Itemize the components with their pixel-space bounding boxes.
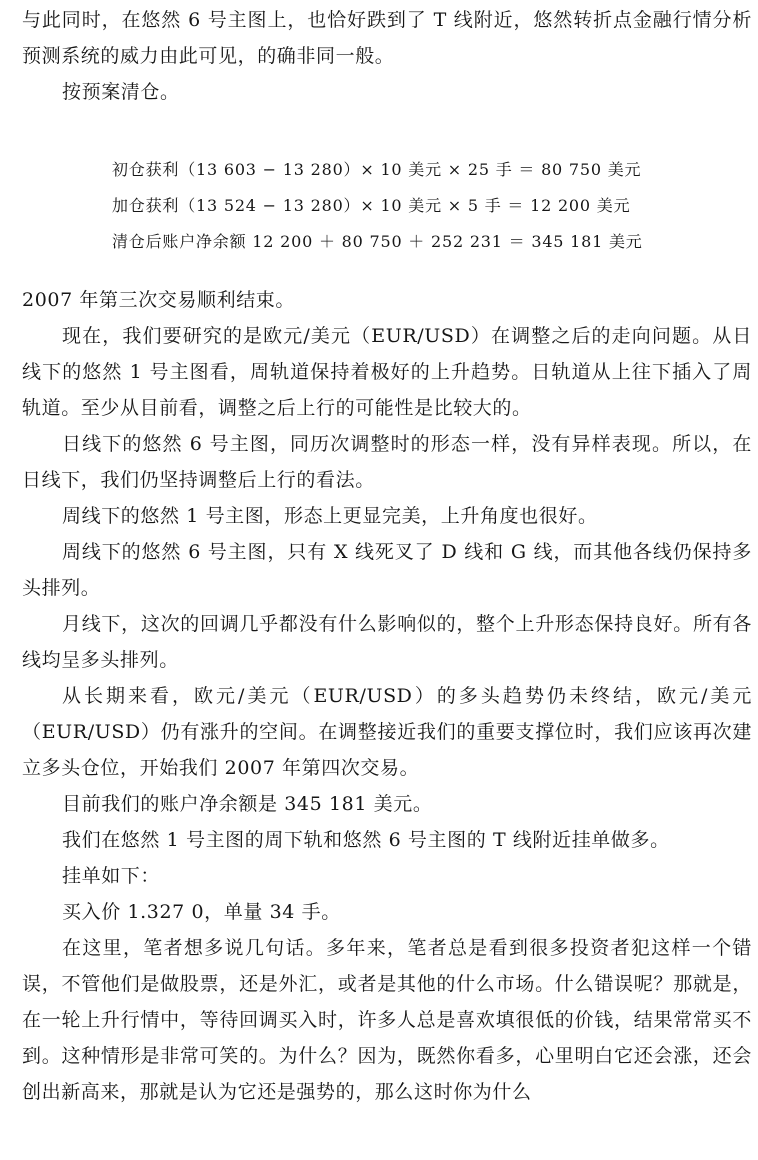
- paragraph-daily-chart6: 日线下的悠然 6 号主图，同历次调整时的形态一样，没有异样表现。所以，在日线下，我们仍坚持调整后上行的看法。: [22, 433, 752, 491]
- paragraph-long-term: 从长期来看，欧元/美元（EUR/USD）的多头趋势仍未终结，欧元/美元（EUR/USD）仍有涨升的空间。在调整接近我们的重要支撑位时，我们应该再次建立多头仓位，开始我们 2007 年第四次交易。: [22, 685, 752, 779]
- paragraph-system-power: 与此同时，在悠然 6 号主图上，也恰好跌到了 T 线附近，悠然转折点金融行情分析预测系统的威力由此可见，的确非同一般。: [22, 9, 752, 67]
- paragraph-author-note: 在这里，笔者想多说几句话。多年来，笔者总是看到很多投资者犯这样一个错误，不管他们是做股票，还是外汇，或者是其他的什么市场。什么错误呢？那就是，在一轮上升行情中，等待回调买入时，许多人总是喜欢填很低的价钱，结果常常买不到。这种情形是非常可笑的。为什么？因为，既然你看多，心里明白它还会涨，还会创出新高来，那就是认为它还是强势的，那么这时你为什么: [22, 937, 752, 1103]
- calc-net-balance: 清仓后账户净余额 12 200 ＋ 80 750 ＋ 252 231 ＝ 345 181 美元: [112, 232, 643, 251]
- paragraph-order-detail: 买入价 1.327 0，单量 34 手。: [62, 901, 341, 923]
- paragraph-eurusd-direction: 现在，我们要研究的是欧元/美元（EUR/USD）在调整之后的走向问题。从日线下的悠然 1 号主图看，周轨道保持着极好的上升趋势。日轨道从上往下插入了周轨道。至少从目前看，调整之后上行的可能性是比较大的。: [22, 325, 752, 419]
- paragraph-pending-order: 我们在悠然 1 号主图的周下轨和悠然 6 号主图的 T 线附近挂单做多。: [62, 829, 670, 851]
- paragraph-third-trade-end: 2007 年第三次交易顺利结束。: [22, 289, 295, 311]
- paragraph-weekly-chart1: 周线下的悠然 1 号主图，形态上更显完美，上升角度也很好。: [62, 505, 598, 527]
- paragraph-monthly: 月线下，这次的回调几乎都没有什么影响似的，整个上升形态保持良好。所有各线均呈多头排列。: [22, 613, 752, 671]
- paragraph-weekly-chart6: 周线下的悠然 6 号主图，只有 X 线死叉了 D 线和 G 线，而其他各线仍保持多头排列。: [22, 541, 752, 599]
- calc-initial-profit: 初仓获利（13 603 − 13 280）× 10 美元 × 25 手 ＝ 80 750 美元: [112, 160, 642, 179]
- calc-added-profit: 加仓获利（13 524 − 13 280）× 10 美元 × 5 手 ＝ 12 200 美元: [112, 196, 631, 215]
- paragraph-close-position: 按预案清仓。: [62, 81, 180, 103]
- paragraph-order-heading: 挂单如下：: [62, 865, 161, 887]
- paragraph-account-balance: 目前我们的账户净余额是 345 181 美元。: [62, 793, 433, 815]
